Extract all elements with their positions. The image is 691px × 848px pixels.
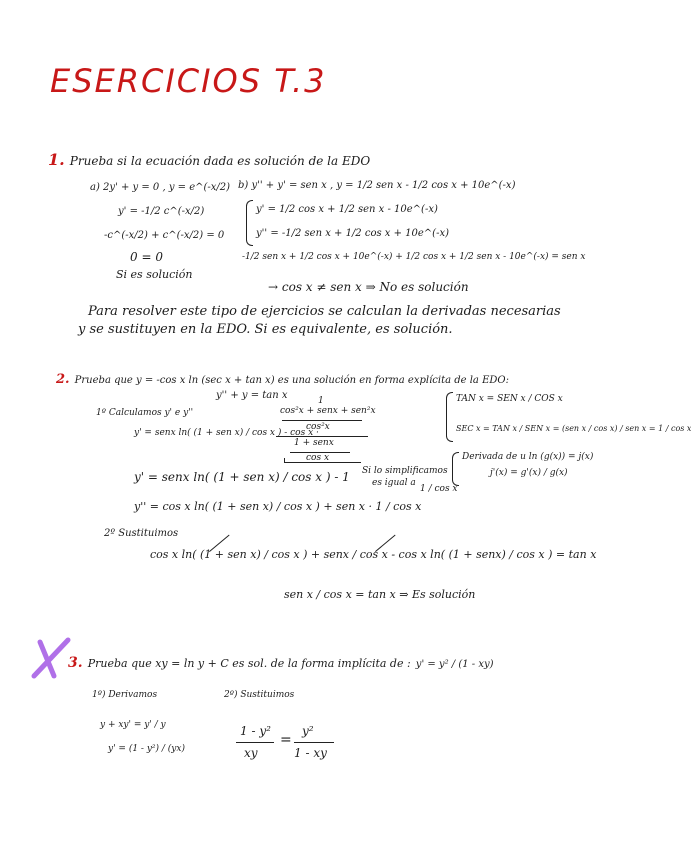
ex1-b-line2: y'' = -1/2 sen x + 1/2 cos x + 10e^(-x) — [256, 228, 450, 239]
ex2-frac-top3: cos²x — [306, 422, 330, 432]
ex2-frac-inner-line — [282, 420, 362, 421]
ex2-result: sen x / cos x = tan x ⇒ Es solución — [284, 588, 476, 601]
ex3-subst-left-line — [236, 742, 274, 743]
exercise-1-number: 1. — [48, 150, 65, 169]
ex1-a-line1: y' = -1/2 c^(-x/2) — [118, 206, 205, 217]
ex3-step1: 1º) Derivamos — [92, 690, 158, 700]
ex3-subst-left-den: xy — [244, 746, 258, 760]
ex1-b-line1: y' = 1/2 cos x + 1/2 sen x - 10e^(-x) — [256, 204, 438, 215]
ex2-cancel-mark-1 — [209, 535, 245, 571]
ex3-subst-right-line — [294, 742, 334, 743]
ex2-simplify-note1: Si lo simplificamos — [362, 466, 448, 476]
ex2-frac-bot1: 1 + senx — [294, 438, 334, 448]
exercise-3-number: 3. — [68, 655, 83, 671]
ex3-subst-eq: = — [280, 732, 292, 748]
ex3-deriv2: y' = (1 - y²) / (yx) — [108, 744, 185, 754]
exercise-2-number: 2. — [56, 372, 70, 387]
exercise-2-header — [56, 368, 509, 387]
ex2-underbrace — [284, 458, 361, 463]
ex3-subst-right-num: y² — [302, 724, 314, 738]
ex2-simplify-note2: es igual a — [372, 478, 416, 488]
exercise-3-edo: y' = y² / (1 - xy) — [415, 659, 494, 670]
ex2-step2: 2º Sustituimos — [104, 528, 179, 539]
ex3-subst-right-den: 1 - xy — [294, 746, 327, 760]
ex1-a-line2: -c^(-x/2) + c^(-x/2) = 0 — [104, 230, 225, 241]
exercise-3-header — [68, 652, 494, 671]
ex2-frac-bot2: cos x — [306, 453, 330, 463]
ex1-note-line1: Para resolver este tipo de ejercicios se calculan la derivadas necesarias — [88, 304, 561, 319]
ex1-b-line4: → cos x ≠ sen x ⇒ No es solución — [268, 280, 469, 294]
ex2-identities-brace — [446, 392, 453, 442]
ex2-simplify-frac: 1 / cos x — [420, 484, 458, 494]
ex1-a-line3: 0 = 0 — [130, 250, 163, 264]
ex2-frac-top1: 1 — [318, 396, 324, 406]
ex2-rule-brace — [452, 452, 459, 486]
ex3-subst-left-num: 1 - y² — [240, 724, 271, 738]
exercise-2-statement: Prueba que y = -cos x ln (sec x + tan x) es una solución en forma explícita de la EDO: — [74, 375, 509, 386]
ex2-frac-top2: cos²x + senx + sen²x — [280, 406, 376, 416]
ex2-edo: y'' + y = tan x — [216, 390, 288, 401]
ex2-box-sec: SEC x = TAN x / SEN x = (sen x / cos x) / sen x = 1 / cos x — [456, 424, 691, 433]
ex2-ydouble: y'' = cos x ln( (1 + sen x) / cos x ) + sen x · 1 / cos x — [134, 500, 422, 513]
ex2-yprime-start: y' = senx ln( (1 + sen x) / cos x ) - cos x · — [134, 428, 319, 438]
ex3-step2: 2º) Sustituimos — [224, 690, 295, 700]
ex2-step1: 1º Calculamos y' e y'' — [96, 408, 194, 418]
ex2-deriv-rule1: Derivada de u ln (g(x)) = j(x) — [462, 452, 594, 462]
exercise-1-statement: Prueba si la ecuación dada es solución de la EDO — [69, 154, 371, 168]
ex2-cancel-mark-2 — [375, 535, 411, 571]
ex1-a-label: a) 2y' + y = 0 , y = e^(-x/2) — [90, 182, 231, 193]
ex1-b-line3: -1/2 sen x + 1/2 cos x + 10e^(-x) + 1/2 cos x + 1/2 sen x - 10e^(-x) = sen x — [242, 252, 586, 262]
ex1-b-label: b) y'' + y' = sen x , y = 1/2 sen x - 1/2 cos x + 10e^(-x) — [238, 180, 516, 191]
ex1-note-line2: y se sustituyen en la EDO. Si es equivalente, es solución. — [78, 322, 453, 337]
ex1-a-line4: Si es solución — [116, 268, 193, 281]
ex1-b-system-brace — [246, 200, 253, 246]
exercise-1-header — [48, 150, 370, 169]
ex2-box-tan: TAN x = SEN x / COS x — [456, 394, 563, 404]
exercise-3-statement: Prueba que xy = ln y + C es sol. de la forma implícita de : — [87, 657, 411, 670]
ex2-deriv-rule2: j'(x) = g'(x) / g(x) — [490, 468, 568, 478]
page-title: ESERCICIOS T.3 — [50, 62, 327, 100]
ex3-deriv1: y + xy' = y' / y — [100, 720, 166, 730]
ex2-substitution: cos x ln( (1 + sen x) / cos x ) + senx / cos x - cos x ln( (1 + senx) / cos x ) = tan x — [150, 548, 597, 561]
ex2-frac-main-line — [276, 436, 368, 437]
ex2-yprime-final: y' = senx ln( (1 + sen x) / cos x ) - 1 — [134, 470, 350, 484]
